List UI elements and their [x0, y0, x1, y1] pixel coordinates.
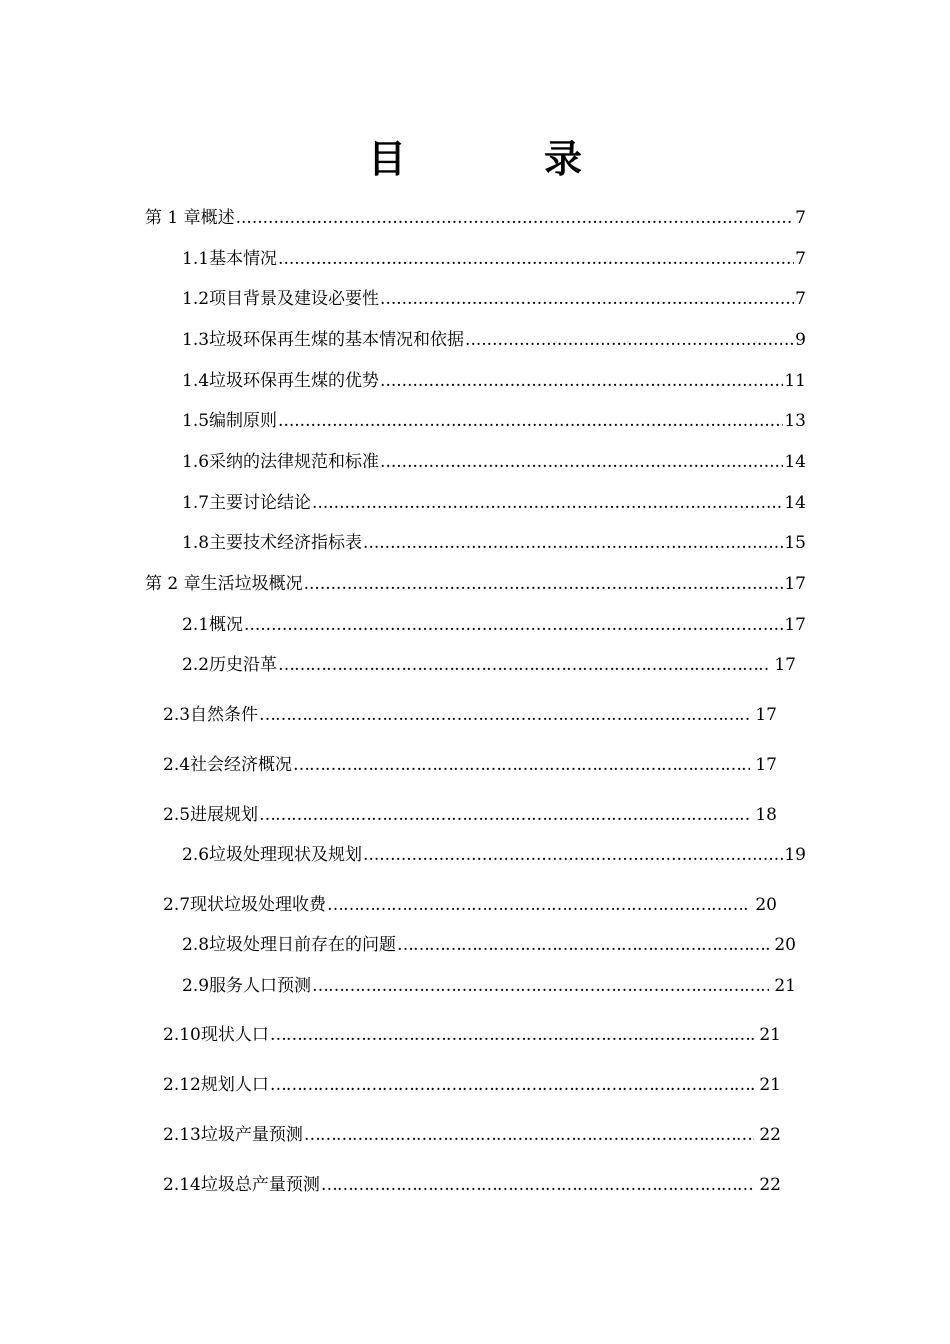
toc-entry-page: 15 [784, 533, 806, 553]
toc-entry-label: 主要技术经济指标表 [209, 533, 363, 553]
toc-leader [236, 208, 795, 228]
toc-title: 目 录 [367, 137, 632, 181]
toc-entry[interactable] [163, 890, 777, 915]
toc-entry-number: 1.8 [182, 533, 210, 553]
toc-entry[interactable] [182, 610, 806, 635]
toc-entry[interactable] [163, 1120, 781, 1145]
toc-entry-page: 22 [759, 1125, 781, 1145]
toc-entry-number: 2.6 [182, 845, 210, 865]
toc-entry-number: 1.4 [182, 371, 210, 391]
toc-leader [327, 895, 750, 915]
toc-entry-number: 2.1 [182, 615, 210, 635]
toc-entry-number: 2.7 [163, 895, 191, 915]
toc-entry[interactable] [163, 1170, 781, 1195]
toc-entry-label: 服务人口预测 [209, 976, 312, 996]
toc-leader [304, 1125, 754, 1145]
toc-entry-label: 垃圾环保再生煤的优势 [209, 371, 380, 391]
toc-entry[interactable] [182, 284, 806, 309]
toc-entry[interactable] [145, 569, 806, 594]
toc-entry[interactable] [163, 750, 777, 775]
toc-entry-page: 21 [774, 976, 796, 996]
toc-leader [244, 615, 783, 635]
toc-entry-page: 17 [784, 574, 806, 594]
toc-leader [312, 976, 769, 996]
toc-entry-label: 基本情况 [209, 249, 278, 269]
toc-entry-number: 1.2 [182, 289, 210, 309]
toc-entry-number: 1.6 [182, 452, 210, 472]
toc-entry-label: 垃圾环保再生煤的基本情况和依据 [209, 330, 465, 350]
toc-leader [363, 533, 783, 553]
toc-entry-number: 2.13 [163, 1125, 201, 1145]
toc-leader [278, 249, 794, 269]
toc-entry-number: 2.9 [182, 976, 210, 996]
toc-leader [363, 845, 783, 865]
toc-entry-label: 垃圾处理日前存在的问题 [209, 935, 397, 955]
toc-entry-page: 14 [784, 493, 806, 513]
toc-leader [321, 1175, 754, 1195]
toc-entry-label: 现状垃圾处理收费 [190, 895, 327, 915]
toc-entry-label: 概况 [209, 615, 244, 635]
toc-entry-label: 进展规划 [190, 805, 259, 825]
toc-entry-number: 1.7 [182, 493, 210, 513]
toc-entry-page: 17 [755, 755, 777, 775]
toc-entry-page: 21 [759, 1075, 781, 1095]
toc-entry-page: 14 [784, 452, 806, 472]
toc-leader [397, 935, 770, 955]
toc-entry-page: 17 [774, 655, 796, 675]
toc-entry-page: 18 [755, 805, 777, 825]
toc-entry[interactable] [182, 971, 796, 996]
toc-leader [465, 330, 794, 350]
toc-entry[interactable] [163, 1020, 781, 1045]
toc-leader [270, 1075, 754, 1095]
toc-entry-label: 自然条件 [190, 705, 259, 725]
toc-entry[interactable] [182, 528, 806, 553]
toc-entry-number: 1.3 [182, 330, 210, 350]
toc-entry[interactable] [182, 244, 806, 269]
toc-leader [304, 574, 784, 594]
toc-entry-label: 现状人口 [200, 1025, 269, 1045]
toc-entry-page: 11 [784, 371, 806, 391]
toc-leader [380, 371, 783, 391]
toc-entry-page: 20 [755, 895, 777, 915]
toc-entry-number: 第 2 章 [145, 574, 201, 594]
toc-leader [278, 655, 769, 675]
toc-entry-label: 垃圾产量预测 [200, 1125, 303, 1145]
toc-entry[interactable] [182, 325, 806, 350]
toc-entry-label: 生活垃圾概况 [200, 574, 303, 594]
toc-entry-page: 7 [795, 249, 806, 269]
toc-entry-number: 第 1 章 [145, 208, 201, 228]
toc-entry-label: 采纳的法律规范和标准 [209, 452, 380, 472]
toc-entry-label: 历史沿革 [209, 655, 278, 675]
toc-entry-page: 22 [759, 1175, 781, 1195]
toc-entry[interactable] [182, 447, 806, 472]
toc-entry[interactable] [182, 650, 796, 675]
toc-entry-label: 垃圾总产量预测 [200, 1175, 320, 1195]
toc-entry[interactable] [182, 930, 796, 955]
toc-entry-page: 17 [755, 705, 777, 725]
toc-entry-number: 1.5 [182, 411, 210, 431]
toc-entry-number: 2.12 [163, 1075, 201, 1095]
toc-entry-page: 17 [784, 615, 806, 635]
toc-leader [380, 289, 794, 309]
toc-entry-label: 概述 [200, 208, 235, 228]
toc-entry[interactable] [163, 800, 777, 825]
toc-entry-page: 20 [774, 935, 796, 955]
toc-leader [259, 705, 750, 725]
toc-entry[interactable] [182, 840, 806, 865]
toc-entry[interactable] [182, 366, 806, 391]
toc-entry-label: 编制原则 [209, 411, 278, 431]
toc-entry-number: 2.8 [182, 935, 210, 955]
toc-entry[interactable] [145, 203, 806, 228]
toc-entry-number: 2.4 [163, 755, 191, 775]
toc-entry-number: 2.2 [182, 655, 210, 675]
toc-entry-label: 垃圾处理现状及规划 [209, 845, 363, 865]
toc-entry-number: 2.14 [163, 1175, 201, 1195]
toc-entry-number: 2.10 [163, 1025, 201, 1045]
toc-leader [278, 411, 783, 431]
toc-entry-label: 社会经济概况 [190, 755, 293, 775]
toc-entry-page: 7 [795, 289, 806, 309]
toc-entry[interactable] [163, 1070, 781, 1095]
toc-leader [293, 755, 750, 775]
toc-entry-page: 9 [795, 330, 806, 350]
toc-entry-page: 13 [784, 411, 806, 431]
toc-entry[interactable] [182, 406, 806, 431]
toc-leader [270, 1025, 754, 1045]
toc-entry[interactable] [163, 700, 777, 725]
toc-entry-number: 2.3 [163, 705, 191, 725]
toc-entry-label: 规划人口 [200, 1075, 269, 1095]
toc-entry-label: 项目背景及建设必要性 [209, 289, 380, 309]
toc-leader [312, 493, 783, 513]
toc-leader [380, 452, 783, 472]
toc-entry[interactable] [182, 488, 806, 513]
toc-entry-number: 2.5 [163, 805, 191, 825]
toc-leader [259, 805, 750, 825]
toc-entry-page: 21 [759, 1025, 781, 1045]
toc-entry-page: 7 [795, 208, 806, 228]
toc-entry-page: 19 [784, 845, 806, 865]
toc-entry-label: 主要讨论结论 [209, 493, 312, 513]
toc-entry-number: 1.1 [182, 249, 210, 269]
